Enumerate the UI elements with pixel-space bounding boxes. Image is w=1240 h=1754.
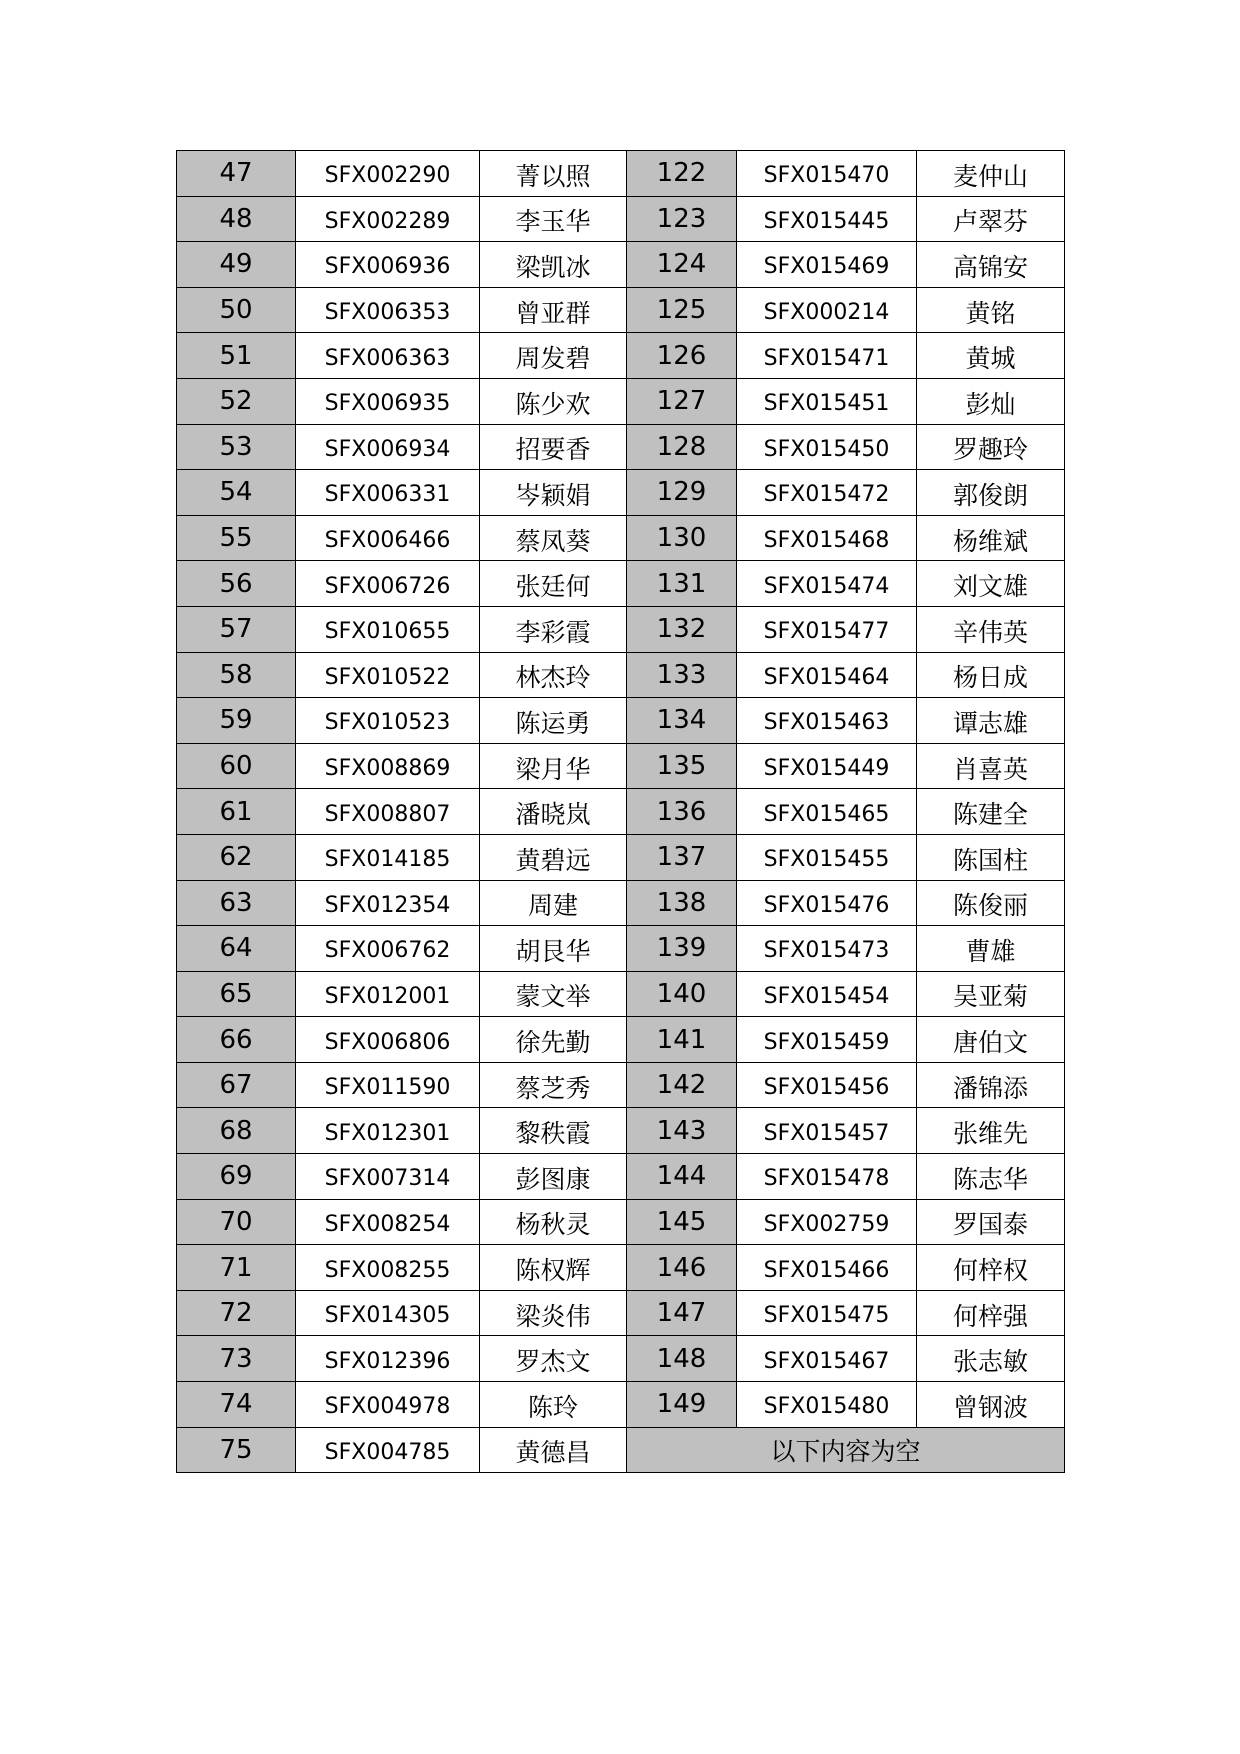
row-number-cell: 133 (627, 652, 737, 698)
name-cell: 陈少欢 (480, 378, 627, 424)
name-cell: 陈玲 (480, 1382, 627, 1428)
name-cell: 罗国泰 (917, 1199, 1065, 1245)
row-number-cell: 57 (177, 606, 296, 652)
code-cell: SFX015464 (737, 652, 917, 698)
table-row (177, 470, 1065, 516)
name-cell: 周建 (480, 880, 627, 926)
name-cell: 陈俊丽 (917, 880, 1065, 926)
code-cell: SFX014185 (296, 834, 480, 880)
code-cell: SFX010523 (296, 698, 480, 744)
name-cell: 郭俊朗 (917, 470, 1065, 516)
row-number-cell: 144 (627, 1154, 737, 1200)
table-row (177, 1427, 1065, 1473)
row-number-cell: 73 (177, 1336, 296, 1382)
row-number-cell: 145 (627, 1199, 737, 1245)
row-number-cell: 52 (177, 378, 296, 424)
code-cell: SFX006934 (296, 424, 480, 470)
row-number-cell: 68 (177, 1108, 296, 1154)
row-number-cell: 69 (177, 1154, 296, 1200)
table-row (177, 515, 1065, 561)
row-number-cell: 53 (177, 424, 296, 470)
name-cell: 刘文雄 (917, 561, 1065, 607)
code-cell: SFX015465 (737, 789, 917, 835)
name-cell: 梁月华 (480, 743, 627, 789)
row-number-cell: 148 (627, 1336, 737, 1382)
name-cell: 蒙文举 (480, 971, 627, 1017)
name-cell: 陈国柱 (917, 834, 1065, 880)
row-number-cell: 62 (177, 834, 296, 880)
row-number-cell: 67 (177, 1062, 296, 1108)
name-cell: 菁以照 (480, 151, 627, 197)
code-cell: SFX006806 (296, 1017, 480, 1063)
code-cell: SFX008254 (296, 1199, 480, 1245)
name-cell: 黄城 (917, 333, 1065, 379)
code-cell: SFX008255 (296, 1245, 480, 1291)
name-cell: 李玉华 (480, 196, 627, 242)
row-number-cell: 136 (627, 789, 737, 835)
row-number-cell: 61 (177, 789, 296, 835)
table-row (177, 1199, 1065, 1245)
row-number-cell: 65 (177, 971, 296, 1017)
code-cell: SFX015475 (737, 1290, 917, 1336)
code-cell: SFX015450 (737, 424, 917, 470)
code-cell: SFX012301 (296, 1108, 480, 1154)
code-cell: SFX015471 (737, 333, 917, 379)
roster-table-body (177, 151, 1065, 1473)
row-number-cell: 140 (627, 971, 737, 1017)
table-row (177, 196, 1065, 242)
code-cell: SFX015451 (737, 378, 917, 424)
table-row (177, 834, 1065, 880)
table-row (177, 1290, 1065, 1336)
table-row (177, 743, 1065, 789)
row-number-cell: 146 (627, 1245, 737, 1291)
name-cell: 胡艮华 (480, 926, 627, 972)
code-cell: SFX008869 (296, 743, 480, 789)
table-row (177, 1336, 1065, 1382)
name-cell: 唐伯文 (917, 1017, 1065, 1063)
code-cell: SFX006936 (296, 242, 480, 288)
code-cell: SFX007314 (296, 1154, 480, 1200)
table-row (177, 561, 1065, 607)
code-cell: SFX015466 (737, 1245, 917, 1291)
code-cell: SFX004785 (296, 1427, 480, 1473)
table-row (177, 1245, 1065, 1291)
row-number-cell: 132 (627, 606, 737, 652)
row-number-cell: 143 (627, 1108, 737, 1154)
row-number-cell: 66 (177, 1017, 296, 1063)
row-number-cell: 71 (177, 1245, 296, 1291)
name-cell: 徐先勤 (480, 1017, 627, 1063)
row-number-cell: 70 (177, 1199, 296, 1245)
code-cell: SFX015449 (737, 743, 917, 789)
code-cell: SFX006466 (296, 515, 480, 561)
name-cell: 黄碧远 (480, 834, 627, 880)
row-number-cell: 137 (627, 834, 737, 880)
name-cell: 何梓强 (917, 1290, 1065, 1336)
row-number-cell: 128 (627, 424, 737, 470)
table-row (177, 287, 1065, 333)
code-cell: SFX015463 (737, 698, 917, 744)
name-cell: 黄德昌 (480, 1427, 627, 1473)
code-cell: SFX000214 (737, 287, 917, 333)
row-number-cell: 149 (627, 1382, 737, 1428)
name-cell: 何梓权 (917, 1245, 1065, 1291)
code-cell: SFX015454 (737, 971, 917, 1017)
code-cell: SFX002289 (296, 196, 480, 242)
name-cell: 招要香 (480, 424, 627, 470)
name-cell: 黄铭 (917, 287, 1065, 333)
code-cell: SFX015470 (737, 151, 917, 197)
row-number-cell: 123 (627, 196, 737, 242)
table-row (177, 1154, 1065, 1200)
name-cell: 高锦安 (917, 242, 1065, 288)
table-row (177, 151, 1065, 197)
code-cell: SFX011590 (296, 1062, 480, 1108)
row-number-cell: 125 (627, 287, 737, 333)
table-row (177, 698, 1065, 744)
code-cell: SFX004978 (296, 1382, 480, 1428)
code-cell: SFX006363 (296, 333, 480, 379)
code-cell: SFX012001 (296, 971, 480, 1017)
name-cell: 彭灿 (917, 378, 1065, 424)
row-number-cell: 126 (627, 333, 737, 379)
code-cell: SFX006353 (296, 287, 480, 333)
table-row (177, 424, 1065, 470)
name-cell: 陈权辉 (480, 1245, 627, 1291)
row-number-cell: 124 (627, 242, 737, 288)
row-number-cell: 141 (627, 1017, 737, 1063)
row-number-cell: 64 (177, 926, 296, 972)
name-cell: 陈建全 (917, 789, 1065, 835)
code-cell: SFX015474 (737, 561, 917, 607)
table-row (177, 652, 1065, 698)
name-cell: 曾钢波 (917, 1382, 1065, 1428)
code-cell: SFX002759 (737, 1199, 917, 1245)
code-cell: SFX014305 (296, 1290, 480, 1336)
code-cell: SFX006935 (296, 378, 480, 424)
code-cell: SFX015459 (737, 1017, 917, 1063)
code-cell: SFX012354 (296, 880, 480, 926)
row-number-cell: 51 (177, 333, 296, 379)
name-cell: 张廷何 (480, 561, 627, 607)
name-cell: 张维先 (917, 1108, 1065, 1154)
name-cell: 罗杰文 (480, 1336, 627, 1382)
table-row (177, 1382, 1065, 1428)
code-cell: SFX015469 (737, 242, 917, 288)
name-cell: 周发碧 (480, 333, 627, 379)
name-cell: 卢翠芬 (917, 196, 1065, 242)
name-cell: 蔡凤葵 (480, 515, 627, 561)
row-number-cell: 56 (177, 561, 296, 607)
table-row (177, 242, 1065, 288)
code-cell: SFX015455 (737, 834, 917, 880)
code-cell: SFX002290 (296, 151, 480, 197)
name-cell: 陈志华 (917, 1154, 1065, 1200)
row-number-cell: 55 (177, 515, 296, 561)
code-cell: SFX006331 (296, 470, 480, 516)
row-number-cell: 48 (177, 196, 296, 242)
name-cell: 彭图康 (480, 1154, 627, 1200)
code-cell: SFX015473 (737, 926, 917, 972)
row-number-cell: 127 (627, 378, 737, 424)
name-cell: 杨维斌 (917, 515, 1065, 561)
code-cell: SFX015468 (737, 515, 917, 561)
name-cell: 罗趣玲 (917, 424, 1065, 470)
name-cell: 吴亚菊 (917, 971, 1065, 1017)
code-cell: SFX015476 (737, 880, 917, 926)
code-cell: SFX015480 (737, 1382, 917, 1428)
row-number-cell: 142 (627, 1062, 737, 1108)
name-cell: 杨秋灵 (480, 1199, 627, 1245)
name-cell: 潘锦添 (917, 1062, 1065, 1108)
table-row (177, 1062, 1065, 1108)
name-cell: 杨日成 (917, 652, 1065, 698)
row-number-cell: 50 (177, 287, 296, 333)
table-row (177, 333, 1065, 379)
name-cell: 黎秩霞 (480, 1108, 627, 1154)
row-number-cell: 63 (177, 880, 296, 926)
row-number-cell: 139 (627, 926, 737, 972)
name-cell: 梁凯冰 (480, 242, 627, 288)
code-cell: SFX006762 (296, 926, 480, 972)
code-cell: SFX015457 (737, 1108, 917, 1154)
name-cell: 陈运勇 (480, 698, 627, 744)
name-cell: 李彩霞 (480, 606, 627, 652)
table-row (177, 926, 1065, 972)
name-cell: 张志敏 (917, 1336, 1065, 1382)
row-number-cell: 72 (177, 1290, 296, 1336)
roster-table (176, 150, 1065, 1473)
name-cell: 岑颖娟 (480, 470, 627, 516)
row-number-cell: 49 (177, 242, 296, 288)
name-cell: 潘晓岚 (480, 789, 627, 835)
code-cell: SFX010522 (296, 652, 480, 698)
row-number-cell: 74 (177, 1382, 296, 1428)
table-row (177, 606, 1065, 652)
row-number-cell: 138 (627, 880, 737, 926)
code-cell: SFX008807 (296, 789, 480, 835)
row-number-cell: 58 (177, 652, 296, 698)
table-row (177, 1108, 1065, 1154)
table-row (177, 789, 1065, 835)
row-number-cell: 131 (627, 561, 737, 607)
code-cell: SFX015456 (737, 1062, 917, 1108)
code-cell: SFX015477 (737, 606, 917, 652)
code-cell: SFX015445 (737, 196, 917, 242)
row-number-cell: 122 (627, 151, 737, 197)
name-cell: 谭志雄 (917, 698, 1065, 744)
row-number-cell: 59 (177, 698, 296, 744)
row-number-cell: 129 (627, 470, 737, 516)
code-cell: SFX015472 (737, 470, 917, 516)
name-cell: 梁炎伟 (480, 1290, 627, 1336)
code-cell: SFX015478 (737, 1154, 917, 1200)
table-row (177, 971, 1065, 1017)
row-number-cell: 47 (177, 151, 296, 197)
name-cell: 林杰玲 (480, 652, 627, 698)
name-cell: 麦仲山 (917, 151, 1065, 197)
empty-note-cell: 以下内容为空 (627, 1427, 1065, 1473)
row-number-cell: 134 (627, 698, 737, 744)
row-number-cell: 60 (177, 743, 296, 789)
row-number-cell: 54 (177, 470, 296, 516)
name-cell: 蔡芝秀 (480, 1062, 627, 1108)
table-row (177, 378, 1065, 424)
row-number-cell: 135 (627, 743, 737, 789)
name-cell: 辛伟英 (917, 606, 1065, 652)
table-row (177, 880, 1065, 926)
row-number-cell: 75 (177, 1427, 296, 1473)
code-cell: SFX010655 (296, 606, 480, 652)
name-cell: 曹雄 (917, 926, 1065, 972)
table-row (177, 1017, 1065, 1063)
row-number-cell: 147 (627, 1290, 737, 1336)
code-cell: SFX006726 (296, 561, 480, 607)
row-number-cell: 130 (627, 515, 737, 561)
name-cell: 曾亚群 (480, 287, 627, 333)
code-cell: SFX015467 (737, 1336, 917, 1382)
name-cell: 肖喜英 (917, 743, 1065, 789)
code-cell: SFX012396 (296, 1336, 480, 1382)
